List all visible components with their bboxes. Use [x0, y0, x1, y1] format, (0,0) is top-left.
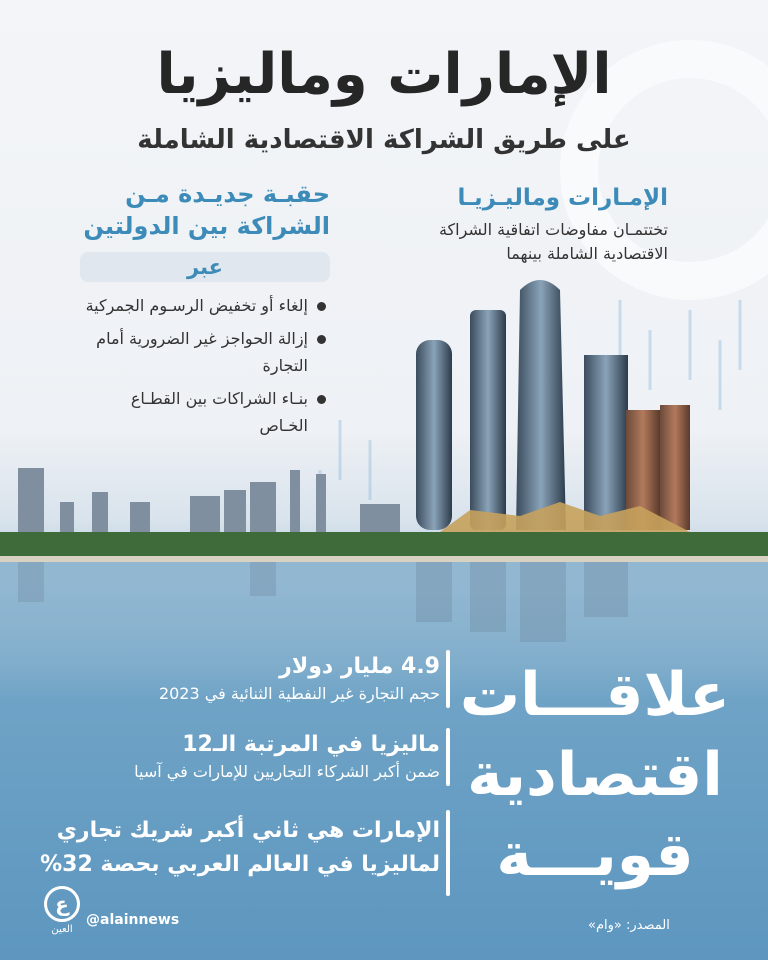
era-title-line2: الشراكة بين الدولتين [83, 212, 330, 240]
stat-divider [446, 810, 450, 896]
list-item: إلغاء أو تخفيض الرسـوم الجمركية [80, 292, 330, 319]
list-item: إزالة الحواجز غير الضرورية أمام التجارة [80, 325, 330, 379]
relations-word-2: اقتصادية [467, 740, 723, 810]
tree-line [0, 532, 768, 556]
page-title: الإمارات وماليزيا [156, 42, 612, 107]
stat-headline: 4.9 مليار دولار [279, 654, 440, 679]
stat-headline: الإمارات هي ثاني أكبر شريك تجاري لماليزيا في العالم العربي بحصة 32% [40, 818, 440, 877]
list-item: بنـاء الشراكات بين القطـاع الخـاص [80, 385, 330, 439]
stat-item [40, 814, 440, 882]
era-title-line1: حقبـة جديـدة مـن [125, 180, 330, 208]
logo-label: العين [51, 924, 73, 935]
social-handle: @alainnews [86, 912, 180, 928]
stat-subtext: ضمن أكبر الشركاء التجاريين للإمارات في آسيا [134, 762, 440, 781]
tower [416, 340, 452, 530]
negotiation-text: تختتمـان مفاوضات اتفاقية الشراكة الاقتصادية الشاملة بينهما [438, 220, 668, 263]
stat-headline: ماليزيا في المرتبة الـ12 [182, 732, 440, 757]
relations-word-3: قويـــة [496, 820, 694, 890]
relations-word-1: علاقـــات [459, 660, 730, 730]
shoreline [0, 556, 768, 562]
tower [470, 310, 506, 530]
via-label: عبر [80, 252, 330, 282]
stat-subtext: حجم التجارة غير النفطية الثنائية في 2023 [158, 684, 440, 703]
negotiation-panel [428, 182, 668, 266]
page-subtitle: على طريق الشراكة الاقتصادية الشاملة [137, 125, 631, 155]
stat-divider [446, 728, 450, 786]
stat-item [40, 652, 440, 706]
tower [660, 405, 690, 530]
alain-logo-icon: ع [44, 886, 80, 922]
negotiation-title: الإمـارات وماليـزيـا [457, 185, 668, 211]
tower [584, 355, 628, 530]
skyline-illustration [0, 270, 768, 670]
background-buildings [18, 468, 400, 538]
stat-item [40, 730, 440, 784]
stat-divider [446, 650, 450, 708]
tower [516, 280, 566, 530]
source-credit: المصدر: «وام» [588, 918, 670, 933]
